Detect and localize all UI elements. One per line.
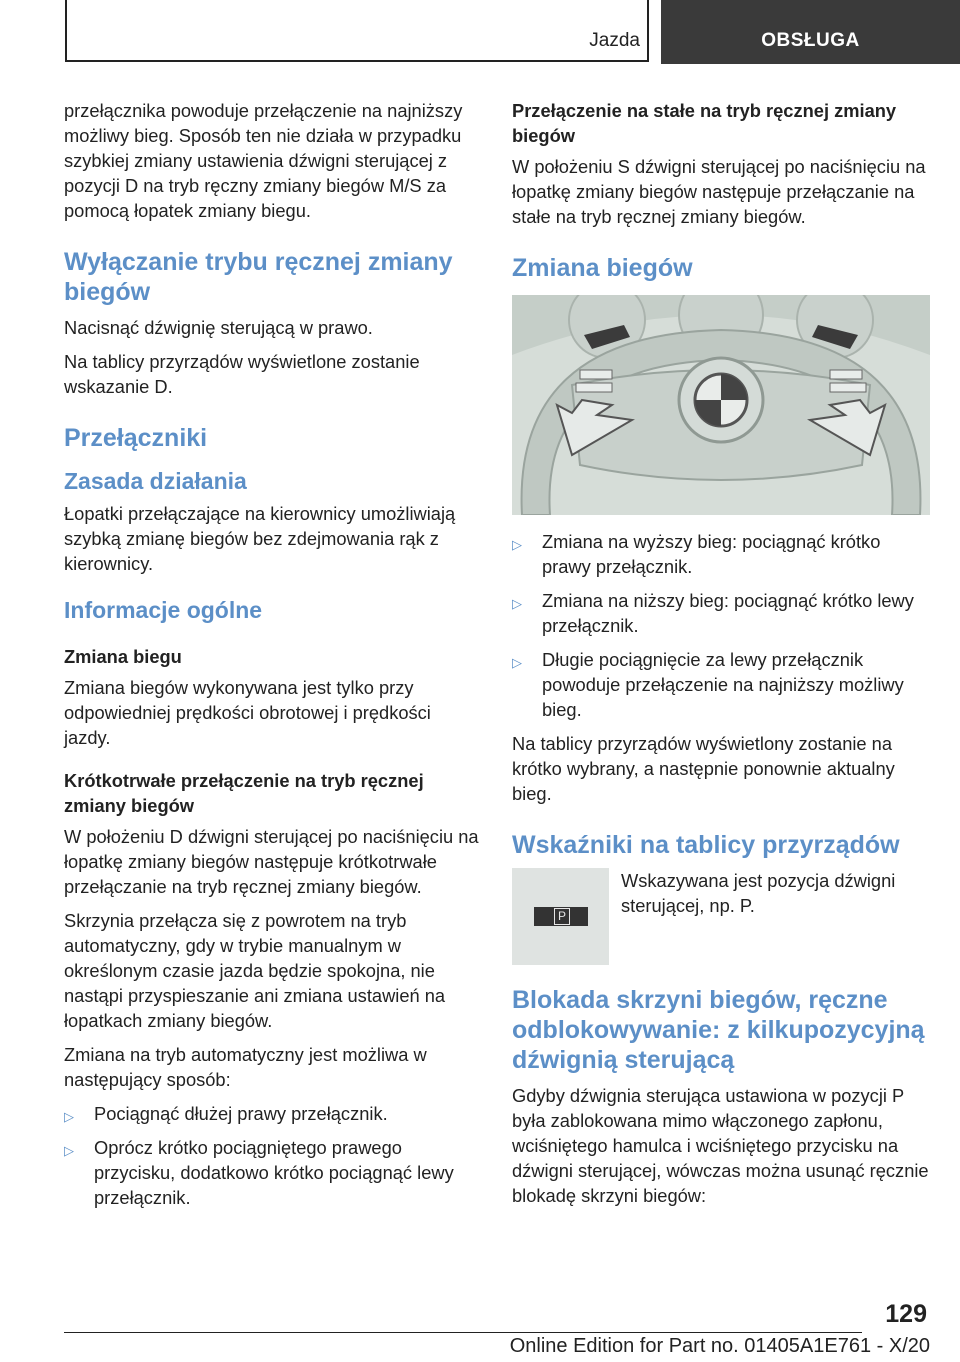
transmission-lock-paragraph: Gdyby dźwignia sterująca ustawiona w pozycji P była zablokowana mimo włączonego zapłonu, wciśniętego hamulca i wciśniętego przycisku na dźwigni sterującej, wówczas można usunąć ręcznie blokadę skrzyni biegów:	[512, 1085, 929, 1206]
gear-indicator-letter: P	[554, 908, 570, 925]
short-manual-paragraph-1: W położeniu D dźwigni sterującej po naciśnięciu na łopatkę zmiany biegów następuje krótkotrwałe przełączanie na tryb ręcznej zmiany biegów.	[64, 826, 479, 897]
indicator-paragraph: Wskazywana jest pozycja dźwigni sterującej, np. P.	[621, 870, 896, 916]
triangle-bullet-icon: ▷	[512, 596, 522, 611]
heading-gear-shifting: Zmiana biegów	[512, 254, 693, 282]
list-item: ▷ Długie pociągnięcie za lewy przełącznik powoduje przełączenie na najniższy możliwy bieg.	[512, 649, 904, 720]
heading-switches: Przełączniki	[64, 424, 208, 452]
short-manual-paragraph-2: Skrzynia przełącza się z powrotem na tryb automatyczny, gdy w trybie manualnym w określonym czasie jazda będzie spokojna, nie nastąpi przyspieszanie ani zmiana ustawień na łopatkach zmiany biegów.	[64, 910, 446, 1031]
list-item: ▷ Oprócz krótko pociągniętego prawego przycisku, dodatkowo krótko pociągnąć lewy przełącznik.	[64, 1137, 454, 1208]
triangle-bullet-icon: ▷	[64, 1143, 74, 1158]
gear-change-paragraph: Zmiana biegów wykonywana jest tylko przy odpowiedniej prędkości obrotowej i prędkości jazdy.	[64, 677, 431, 748]
footer-edition: Online Edition for Part no. 01405A1E761 - X/20	[509, 1335, 930, 1357]
heading-short-manual: Krótkotrwałe przełączenie na tryb ręcznej zmiany biegów	[64, 770, 424, 816]
permanent-manual-paragraph: W położeniu S dźwigni sterującej po naciśnięciu na łopatkę zmiany biegów następuje przełączanie na stałe na tryb ręcznej zmiany biegów.	[512, 156, 926, 227]
list-item: ▷ Zmiana na niższy bieg: pociągnąć krótko lewy przełącznik.	[512, 590, 914, 636]
list-item: ▷ Zmiana na wyższy bieg: pociągnąć krótko prawy przełącznik.	[512, 531, 881, 577]
gear-indicator	[534, 907, 588, 926]
page-number: 129	[885, 1300, 927, 1328]
heading-general: Informacje ogólne	[64, 597, 263, 623]
heading-disable-manual: Wyłączanie trybu ręcznej zmiany biegów	[64, 248, 453, 306]
header-chapter-tab	[661, 0, 960, 64]
steering-wheel-illustration	[512, 295, 930, 515]
intro-paragraph: przełącznika powoduje przełączenie na najniższy możliwy bieg. Sposób ten nie działa w przypadku szybkiej zmiany ustawienia dźwigni sterującej z pozycji D na tryb ręczny zmiany biegów M/S za pomocą łopatek zmiany biegu.	[64, 100, 463, 221]
indicator-row	[512, 868, 930, 965]
steering-wheel-image	[512, 295, 930, 515]
triangle-bullet-icon: ▷	[512, 537, 522, 552]
instrument-display-illustration	[512, 868, 609, 965]
footer-divider	[64, 1332, 862, 1333]
gear-display-paragraph: Na tablicy przyrządów wyświetlony zostanie na krótko wybrany, a następnie ponownie aktualny bieg.	[512, 733, 895, 804]
right-column	[512, 98, 930, 1217]
triangle-bullet-icon: ▷	[64, 1109, 74, 1124]
gear-shift-list	[512, 529, 930, 722]
principle-paragraph: Łopatki przełączające na kierownicy umożliwiają szybką zmianę biegów bez zdejmowania rąk z kierownicy.	[64, 503, 456, 574]
short-manual-paragraph-3: Zmiana na tryb automatyczny jest możliwa w następujący sposób:	[64, 1044, 427, 1090]
heading-permanent-manual: Przełączenie na stałe na tryb ręcznej zmiany biegów	[512, 100, 897, 146]
left-column	[64, 98, 480, 1219]
triangle-bullet-icon: ▷	[512, 655, 522, 670]
heading-indicators: Wskaźniki na tablicy przyrządów	[512, 831, 900, 859]
disable-step-1: Nacisnąć dźwignię sterującą w prawo.	[64, 317, 373, 338]
heading-principle: Zasada działania	[64, 468, 247, 494]
header-frame	[65, 0, 649, 62]
heading-transmission-lock: Blokada skrzyni biegów, ręczne odblokowywanie: z kilkupozycyjną dźwignią sterującą	[512, 986, 925, 1074]
list-item: ▷ Pociągnąć dłużej prawy przełącznik.	[64, 1101, 480, 1126]
auto-mode-list	[64, 1101, 480, 1210]
header-chapter-label: OBSŁUGA	[761, 30, 860, 51]
heading-gear-change: Zmiana biegu	[64, 646, 182, 667]
disable-step-2: Na tablicy przyrządów wyświetlone zostanie wskazanie D.	[64, 351, 420, 397]
header-section-title: Jazda	[589, 30, 640, 51]
